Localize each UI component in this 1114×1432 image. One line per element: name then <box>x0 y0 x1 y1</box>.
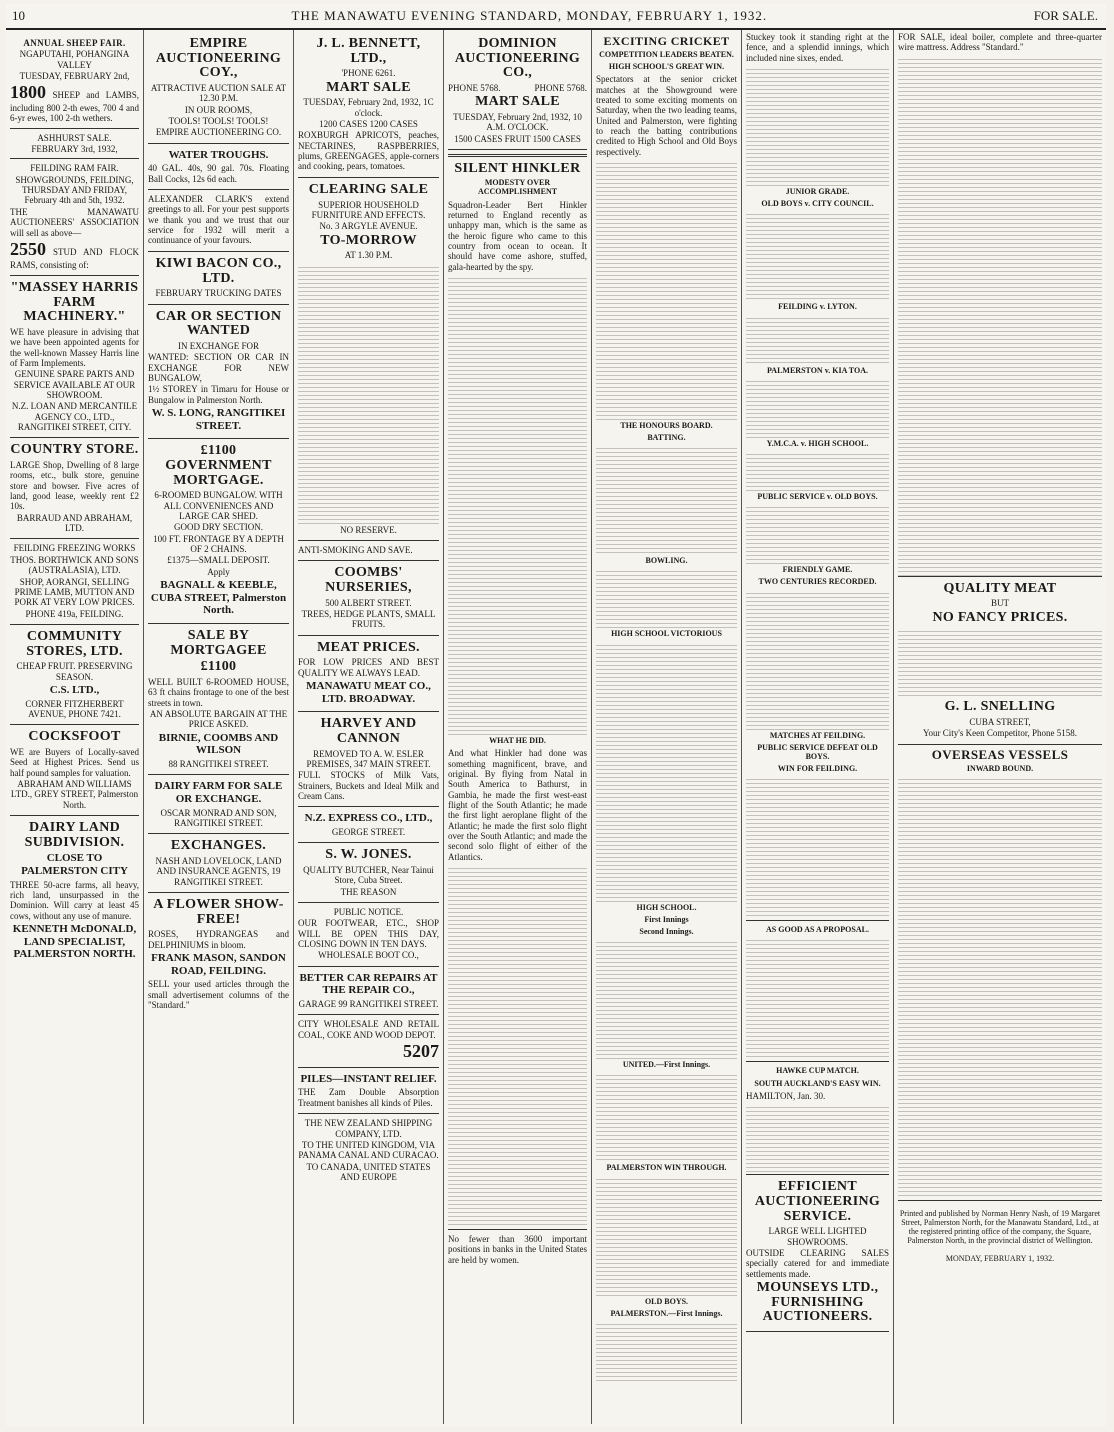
text: ALEXANDER CLARK'S extend greetings to all. For your pest supports we thank you and we trust that our service for 1932 will merit a continuance of your favours. <box>148 194 289 246</box>
text-block <box>746 66 889 186</box>
article-subhead: Second Innings. <box>639 927 694 937</box>
heading: J. L. BENNETT, LTD., <box>316 36 421 66</box>
text: FULL STOCKS of Milk Vats, Strainers, Buckets and Ideal Milk and Cream Cans. <box>298 770 439 802</box>
article-text: HAMILTON, Jan. 30. <box>746 1090 826 1101</box>
text: ANTI-SMOKING AND SAVE. <box>298 544 413 555</box>
text: EMPIRE AUCTIONEERING CO. <box>155 127 282 138</box>
heading: S. W. JONES. <box>325 847 412 863</box>
column-5 <box>592 30 742 1424</box>
masthead <box>6 4 1106 30</box>
text: WE have pleasure in advising that we have been appointed agents for the well-known Massey Harris line of Farm Implements. <box>10 326 139 368</box>
text-block <box>596 939 737 1059</box>
text: ABRAHAM AND WILLIAMS LTD., GREY STREET, Palmerston North. <box>10 778 139 810</box>
ad-country-store <box>10 438 139 539</box>
text-block <box>746 937 889 1057</box>
text: THREE 50-acre farms, all heavy, rich land, unsurpassed in the Dominion. Will carry at least 45 cows, without any use of manure. <box>10 879 139 921</box>
text-block <box>596 642 737 902</box>
text: 88 RANGITIKEI STREET. <box>168 759 269 770</box>
heading: NO FANCY PRICES. <box>932 609 1068 625</box>
article-subhead: FEILDING v. LYTON. <box>778 302 857 312</box>
text: 1500 CASES FRUIT 1500 CASES <box>454 133 581 144</box>
column-7 <box>894 30 1106 1424</box>
text: WELL BUILT 6-ROOMED HOUSE, 63 ft chains frontage to one of the best streets in town. <box>148 677 289 708</box>
heading: A FLOWER SHOW-FREE! <box>153 897 284 927</box>
text: 500 ALBERT STREET. <box>325 597 412 608</box>
ad-water-troughs <box>148 144 289 190</box>
text: REMOVED TO A. W. ESLER PREMISES, 347 MAIN STREET. <box>306 748 431 770</box>
ad-massey-harris <box>10 276 139 439</box>
text: OUR FOOTWEAR, ETC., SHOP WILL BE OPEN THIS DAY, CLOSING DOWN IN TEN DAYS. <box>298 918 439 950</box>
text: No. 3 ARGYLE AVENUE. <box>319 221 418 232</box>
text-block <box>448 865 587 1225</box>
ad-anti-baco <box>298 541 439 561</box>
article-subhead: SOUTH AUCKLAND'S EASY WIN. <box>754 1078 881 1088</box>
text: AT 1.30 P.M. <box>344 250 393 261</box>
ad-meat-prices <box>298 636 439 713</box>
ad-repair-co <box>298 967 439 1016</box>
heading: PILES—INSTANT RELIEF. <box>300 1072 437 1085</box>
text: GARAGE 99 RANGITIKEI STREET. <box>298 999 439 1010</box>
ad-freezing-works <box>10 539 139 624</box>
phone-number: 5207 <box>403 1041 439 1062</box>
heading: COCKSFOOT <box>28 729 121 745</box>
heading: BIRNIE, COOMBS AND WILSON <box>158 731 279 757</box>
ad-dairy-land <box>10 816 139 967</box>
text: NGAPUTAHI, POHANGINA VALLEY <box>19 49 130 70</box>
text: CHEAP FRUIT. PRESERVING SEASON. <box>16 661 133 682</box>
ad-coombs <box>298 561 439 635</box>
article-text: No fewer than 3600 important positions in banks in the United States are held by women. <box>448 1233 587 1265</box>
ad-sheep-fair <box>10 32 139 276</box>
ad-coal-depot <box>298 1015 439 1067</box>
heading: COUNTRY STORE. <box>10 442 139 458</box>
text-block <box>596 160 737 420</box>
text-block <box>596 445 737 555</box>
ad-quality-meat <box>898 576 1102 745</box>
article-headline: EXCITING CRICKET <box>603 34 730 48</box>
article-subhead: JUNIOR GRADE. <box>785 187 850 197</box>
ad-kiwi-bacon <box>148 252 289 305</box>
ad-empire <box>148 32 289 144</box>
ad-dominion <box>448 32 587 150</box>
heading: DAIRY FARM FOR SALE OR EXCHANGE. <box>154 780 283 806</box>
text: TUESDAY, February 2nd, 1932, 10 A.M. O'CLOCK. <box>453 112 582 133</box>
text: ASHHURST SALE. <box>37 132 112 143</box>
article-subhead: PALMERSTON WIN THROUGH. <box>606 1163 727 1173</box>
text: FEILDING RAM FAIR. <box>30 163 119 174</box>
text: SHOWGROUNDS, FEILDING, THURSDAY AND FRIDAY, February 4th and 5th, 1932. <box>15 174 134 206</box>
text-block <box>898 628 1102 698</box>
imprint-date: MONDAY, FEBRUARY 1, 1932. <box>945 1253 1055 1263</box>
text: N.Z. LOAN AND MERCANTILE AGENCY CO., LTD., RANGITIKEI STREET, CITY. <box>11 401 138 433</box>
text: SELL your used articles through the small advertisement columns of the "Standard." <box>148 979 289 1011</box>
text: QUALITY BUTCHER, Near Tainui Store, Cuba Street. <box>303 865 434 886</box>
text: LARGE Shop, Dwelling of 8 large rooms, etc., bulk store, genuine store and bowser. Five acres of land, good lease, weekly rent £2 10s. <box>10 460 139 512</box>
heading: CLOSE TO PALMERSTON CITY <box>21 852 128 878</box>
heading: DOMINION AUCTIONEERING CO., <box>454 36 581 81</box>
text-block <box>898 56 1102 576</box>
heading: MART SALE <box>326 79 411 95</box>
text-block <box>448 275 587 735</box>
text: TO CANADA, UNITED STATES AND EUROPE <box>306 1161 431 1182</box>
heading: HARVEY AND CANNON <box>320 716 417 746</box>
heading: TO-MORROW <box>320 232 417 248</box>
ad-harvey-cannon <box>298 712 439 807</box>
count: 1800 <box>10 82 46 103</box>
heading: CLEARING SALE <box>308 181 429 197</box>
text: THE NEW ZEALAND SHIPPING COMPANY, LTD. <box>304 1118 433 1139</box>
classified-text: FOR SALE, ideal boiler, complete and three-quarter wire mattress. Address "Standard." <box>898 32 1102 53</box>
text: GOOD DRY SECTION. <box>174 522 263 533</box>
text-block <box>298 264 439 524</box>
heading: KIWI BACON CO., LTD. <box>155 255 282 286</box>
article-text: Stuckey took it standing right at the fence, and a splendid innings, which included nine sixes, ended. <box>746 32 889 63</box>
text: IN EXCHANGE FOR <box>178 340 259 351</box>
article-subhead: HAWKE CUP MATCH. <box>776 1066 859 1076</box>
text: 100 FT. FRONTAGE BY A DEPTH OF 2 CHAINS. <box>153 533 284 555</box>
ad-public-notice <box>298 903 439 967</box>
ad-shipping <box>298 1114 439 1187</box>
article-text: Spectators at the senior cricket matches at the Showground were treated to some exciting moments on Saturday, when the two leading teams, United and Palmerston, were fighting to reach the batting contributions credited to High School and Old Boys respectively. <box>596 74 737 157</box>
text: SHOP, AORANGI, SELLING PRIME LAMB, MUTTON AND PORK AT VERY LOW PRICES. <box>14 576 135 608</box>
text: CITY WHOLESALE AND RETAIL COAL, COKE AND WOOD DEPOT. <box>298 1019 439 1040</box>
ad-government-mortgage <box>148 439 289 624</box>
text: TUESDAY, February 2nd, 1932, 1C o'clock. <box>303 97 434 118</box>
heading: DAIRY LAND SUBDIVISION. <box>24 820 125 850</box>
text: LARGE WELL LIGHTED SHOWROOMS. <box>768 1226 867 1247</box>
ad-clearing-sale <box>298 178 439 541</box>
heading: "MASSEY HARRIS FARM MACHINERY." <box>10 279 139 325</box>
heading: EFFICIENT AUCTIONEERING SERVICE. <box>754 1179 881 1224</box>
text: ROSES, HYDRANGEAS and DELPHINIUMS in bloom. <box>148 929 289 950</box>
article-subhead: INWARD BOUND. <box>966 763 1034 773</box>
article-subhead: TWO CENTURIES RECORDED. <box>758 577 877 587</box>
article-subhead: MATCHES AT FEILDING. <box>769 730 866 740</box>
text: FEBRUARY TRUCKING DATES <box>155 288 282 299</box>
article-subhead: First Innings <box>644 914 689 924</box>
ad-car-section <box>148 305 289 440</box>
ad-sale-mortgagee <box>148 624 289 775</box>
ad-alexander-clark <box>148 190 289 252</box>
text-block <box>746 590 889 730</box>
article-subhead: WHAT HE DID. <box>489 736 546 745</box>
ad-flower-show <box>148 893 289 1015</box>
column-4 <box>444 30 592 1424</box>
text: ROXBURGH APRICOTS, peaches, NECTARINES, RASPBERRIES, plums, GREENGAGES, apple-corners and cooking, pears, tomatoes. <box>298 130 439 172</box>
text: SUPERIOR HOUSEHOLD FURNITURE AND EFFECTS. <box>311 199 426 220</box>
heading: N.Z. EXPRESS CO., LTD., <box>304 812 433 825</box>
text: PHONE 5768. <box>534 83 587 94</box>
heading: G. L. SNELLING <box>944 699 1056 715</box>
heading: EXCHANGES. <box>170 838 267 854</box>
heading: MOUNSEYS LTD., FURNISHING AUCTIONEERS. <box>756 1279 879 1325</box>
article-headline: OVERSEAS VESSELS <box>931 746 1069 762</box>
heading: BETTER CAR REPAIRS AT THE REPAIR CO., <box>299 971 438 997</box>
text: TO THE UNITED KINGDOM, VIA PANAMA CANAL AND CURACAO. <box>298 1139 439 1161</box>
heading: £1100 GOVERNMENT MORTGAGE. <box>165 443 272 488</box>
text: PUBLIC NOTICE. <box>333 907 404 918</box>
article-subhead: HIGH SCHOOL VICTORIOUS <box>611 629 722 639</box>
heading: MART SALE <box>475 94 560 110</box>
text-block <box>746 315 889 365</box>
article-subhead: BATTING. <box>647 433 686 443</box>
text: BARRAUD AND ABRAHAM, LTD. <box>16 512 133 534</box>
text: PHONE 5768. <box>448 83 501 94</box>
article-subhead: THE HONOURS BOARD. <box>620 420 713 430</box>
text: IN OUR ROOMS, <box>184 104 253 115</box>
price: £1100 <box>200 659 237 675</box>
text-block <box>746 1104 889 1174</box>
text: AN ABSOLUTE BARGAIN AT THE PRICE ASKED. <box>149 709 288 730</box>
article-subhead: AS GOOD AS A PROPOSAL. <box>766 925 869 935</box>
text-block <box>746 211 889 301</box>
text: 1200 CASES 1200 CASES <box>319 119 418 130</box>
text-block <box>746 378 889 438</box>
column-1 <box>6 30 144 1424</box>
text-block <box>898 776 1102 1196</box>
article-subhead: PALMERSTON v. KIA TOA. <box>767 365 868 375</box>
text: GENUINE SPARE PARTS AND SERVICE AVAILABLE AT OUR SHOWROOM. <box>13 369 136 400</box>
text: THE MANAWATU AUCTIONEERS' ASSOCIATION will sell as above— <box>10 206 139 238</box>
text: STUD AND FLOCK RAMS, consisting of: <box>10 246 139 270</box>
column-6 <box>742 30 894 1424</box>
article-subhead: BOWLING. <box>645 556 688 566</box>
text: THE REASON <box>340 886 397 897</box>
text: CUBA STREET, <box>969 717 1031 728</box>
ad-cocksfoot <box>10 725 139 816</box>
text: GEORGE STREET. <box>331 827 406 838</box>
newspaper-page <box>6 4 1106 1426</box>
text-block <box>596 568 737 628</box>
imprint: Printed and published by Norman Henry Nash, of 19 Margaret Street, Palmerston North, for the Manawatu Standard, Ltd., at the registered printing office of the company, the Square, Palmerston North, in the provincial district of Wellington. <box>899 1208 1101 1246</box>
heading: ANNUAL SHEEP FAIR. <box>23 38 126 48</box>
heading: W. S. LONG, RANGITIKEI STREET. <box>151 406 286 432</box>
article-subhead: COMPETITION LEADERS BEATEN. <box>599 49 734 59</box>
section-label: FOR SALE. <box>1033 8 1098 23</box>
article-subhead: PUBLIC SERVICE DEFEAT OLD BOYS. <box>757 742 878 761</box>
text-block <box>746 504 889 564</box>
ad-nz-express <box>298 807 439 843</box>
article-subhead: OLD BOYS v. CITY COUNCIL. <box>761 199 874 209</box>
ad-mounseys <box>746 1174 889 1332</box>
heading: COOMBS' NURSERIES, <box>325 565 412 595</box>
column-2 <box>144 30 294 1424</box>
ad-jones <box>298 843 439 903</box>
article-subhead: PUBLIC SERVICE v. OLD BOYS. <box>757 491 878 501</box>
heading: QUALITY MEAT <box>943 580 1057 596</box>
ad-bennett <box>298 32 439 178</box>
text: TUESDAY, FEBRUARY 2nd, <box>19 71 130 82</box>
text: 40 GAL. 40s, 90 gal. 70s. Floating Ball Cocks, 12s 6d each. <box>148 163 289 184</box>
heading: FRANK MASON, SANDON ROAD, FEILDING. <box>151 952 286 977</box>
text: TOOLS! TOOLS! TOOLS! <box>168 116 269 127</box>
text-block <box>596 1072 737 1162</box>
text: THE Zam Double Absorption Treatment banishes all kinds of Piles. <box>298 1087 439 1108</box>
text: BUT <box>991 598 1009 609</box>
article-subhead: PALMERSTON.—First Innings. <box>610 1308 723 1318</box>
text-block <box>746 776 889 916</box>
text: CORNER FITZHERBERT AVENUE, PHONE 7421. <box>25 698 124 719</box>
page-number: 10 <box>12 8 25 23</box>
text: FEBRUARY 3rd, 1932, <box>31 144 118 155</box>
text: £1375—SMALL DEPOSIT. <box>167 555 270 566</box>
text: OUTSIDE CLEARING SALES specially catered for and immediate settlements made. <box>746 1247 889 1279</box>
article-text: Squadron-Leader Bert Hinkler returned to England recently as unhappy man, which is the same as the heroic figure who came to this country from ocean to ocean. It should have come ashore, stuffed, gala-hearted by the spy. <box>448 199 587 272</box>
article-subhead: FRIENDLY GAME. <box>782 565 853 575</box>
heading: COMMUNITY STORES, LTD. <box>26 628 123 659</box>
heading: BAGNALL & KEEBLE, CUBA STREET, Palmerston North. <box>150 579 287 617</box>
article-subhead: MODESTY OVER ACCOMPLISHMENT <box>477 178 558 197</box>
text: Apply <box>207 566 230 577</box>
heading: CAR OR SECTION WANTED <box>155 308 282 339</box>
text: PHONE 419a, FEILDING. <box>25 608 124 619</box>
text-block <box>596 1321 737 1381</box>
text-block <box>746 451 889 491</box>
heading: KENNETH McDONALD, LAND SPECIALIST, PALMERSTON NORTH. <box>12 923 137 961</box>
heading: WATER TROUGHS. <box>168 148 269 161</box>
text-block <box>596 1176 737 1296</box>
article-subhead: HIGH SCHOOL. <box>636 902 697 912</box>
heading: MEAT PRICES. <box>317 639 420 655</box>
ad-piles <box>298 1068 439 1114</box>
heading: MANAWATU MEAT CO., LTD. BROADWAY. <box>306 680 431 705</box>
text: NO RESERVE. <box>340 524 397 535</box>
text: TREES, HEDGE PLANTS, SMALL FRUITS. <box>301 608 436 630</box>
article-headline: SILENT HINKLER <box>454 161 581 177</box>
count: 2550 <box>10 238 46 259</box>
article-text: And what Hinkler had done was something magnificent, brave, and original. By flying from Natal in South America to Bathurst, in Gambia, he made the first west-east flight of the South Atlantic; he made the first light aeroplane flight of the Atlantic; he made the first solo flight over the South Atlantic; and made the second solo flight of either of the Atlantics. <box>448 748 587 862</box>
text: 6-ROOMED BUNGALOW. WITH ALL CONVENIENCES AND LARGE CAR SHED. <box>154 490 283 522</box>
ad-exchanges <box>148 834 289 893</box>
text: SHEEP and LAMBS, including 800 2-th ewes, 700 4 and 6-yr ewes, 100 2-th wethers. <box>10 90 139 124</box>
text: WE are Buyers of Locally-saved Seed at Highest Prices. Send us half pound samples for valuation. <box>10 746 139 778</box>
article-subhead: HIGH SCHOOL'S GREAT WIN. <box>608 61 725 71</box>
text: WHOLESALE BOOT CO., <box>318 950 419 961</box>
text: FEILDING FREEZING WORKS <box>13 543 136 554</box>
text: 1½ STOREY in Timaru for House or Bungalow in Palmerston North. <box>148 384 289 405</box>
text: 'PHONE 6261. <box>341 68 396 79</box>
article-subhead: OLD BOYS. <box>644 1296 689 1306</box>
heading: EMPIRE AUCTIONEERING COY., <box>155 36 282 81</box>
text: NASH AND LOVELOCK, LAND AND INSURANCE AGENTS, 19 RANGITIKEI STREET. <box>155 856 282 887</box>
article-subhead: Y.M.C.A. v. HIGH SCHOOL. <box>766 438 869 448</box>
newspaper-title: THE MANAWATU EVENING STANDARD, MONDAY, FEBRUARY 1, 1932. <box>291 8 768 23</box>
text: OSCAR MONRAD AND SON, RANGITIKEI STREET. <box>160 807 277 829</box>
heading: SALE BY MORTGAGEE <box>170 628 267 658</box>
article-subhead: UNITED.—First Innings. <box>622 1060 711 1070</box>
column-3 <box>294 30 444 1424</box>
text: FOR LOW PRICES AND BEST QUALITY WE ALWAYS LEAD. <box>298 657 439 678</box>
ad-dairy-farm <box>148 775 289 834</box>
text: THOS. BORTHWICK AND SONS (AUSTRALASIA), LTD. <box>10 554 139 576</box>
text: Your City's Keen Competitor, Phone 5158. <box>922 728 1078 739</box>
text: WANTED: SECTION OR CAR IN EXCHANGE FOR NEW BUNGALOW, <box>148 352 289 383</box>
ad-community-stores <box>10 625 139 725</box>
text: ATTRACTIVE AUCTION SALE AT 12.30 P.M. <box>150 83 287 104</box>
heading: C.S. LTD., <box>49 683 100 696</box>
article-subhead: WIN FOR FEILDING. <box>777 764 858 774</box>
